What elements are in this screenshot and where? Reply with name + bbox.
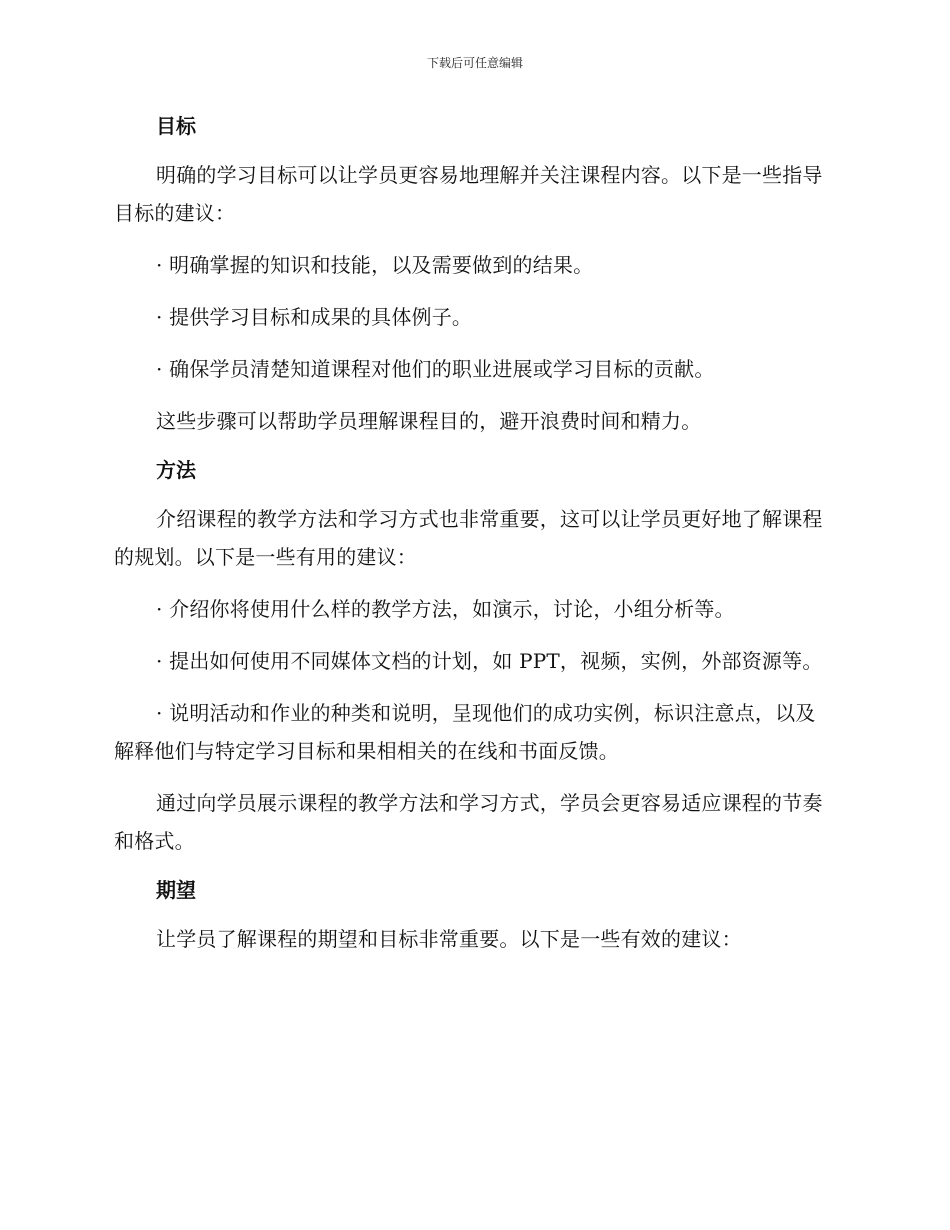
section-heading-method: 方法	[156, 458, 196, 482]
method-conclusion: 通过向学员展示课程的教学方法和学习方式，学员会更容易适应课程的节奏和格式。	[114, 791, 823, 853]
goal-item-3: · 确保学员清楚知道课程对他们的职业进展或学习目标的贡献。	[156, 357, 715, 381]
goal-conclusion: 这些步骤可以帮助学员理解课程目的，避开浪费时间和精力。	[156, 409, 702, 433]
method-item-2: · 提出如何使用不同媒体文档的计划，如 PPT，视频，实例，外部资源等。	[156, 649, 823, 673]
goal-item-1: · 明确掌握的知识和技能，以及需要做到的结果。	[156, 253, 594, 277]
section-heading-goal: 目标	[156, 114, 196, 138]
goal-item-2: · 提供学习目标和成果的具体例子。	[156, 305, 473, 329]
page-header: 下载后可任意编辑	[426, 56, 523, 70]
method-item-3: · 说明活动和作业的种类和说明，呈现他们的成功实例，标识注意点，以及解释他们与特定学习目标和果相相关的在线和书面反馈。	[114, 701, 816, 763]
document-body	[114, 110, 830, 958]
method-intro: 介绍课程的教学方法和学习方式也非常重要，这可以让学员更好地了解课程的规划。以下是一些有用的建议：	[114, 507, 823, 569]
method-item-1: · 介绍你将使用什么样的教学方法，如演示，讨论，小组分析等。	[156, 597, 735, 621]
expectation-intro: 让学员了解课程的期望和目标非常重要。以下是一些有效的建议：	[156, 927, 742, 951]
goal-intro: 明确的学习目标可以让学员更容易地理解并关注课程内容。以下是一些指导目标的建议：	[114, 163, 823, 225]
section-heading-expectation: 期望	[156, 878, 196, 902]
